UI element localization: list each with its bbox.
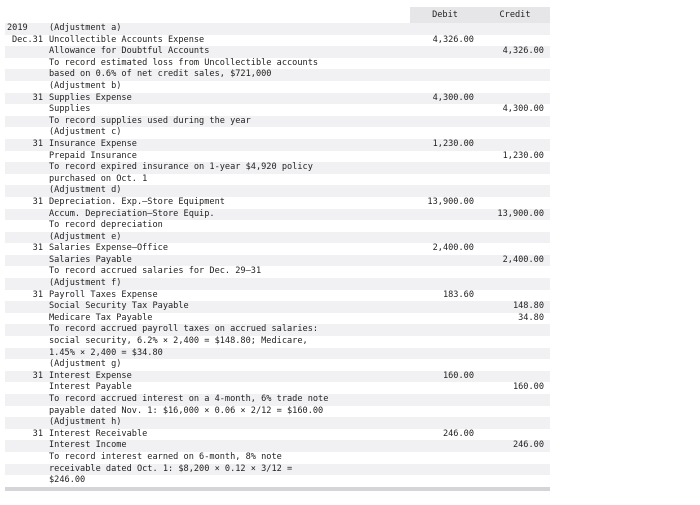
debit-cell [410,336,480,348]
debit-cell [410,394,480,406]
description-cell: To record accrued payroll taxes on accrued salaries: [49,324,410,336]
journal-row [5,406,550,418]
date-cell: Dec.31 [5,35,49,47]
date-cell [5,116,49,128]
journal-row [5,452,550,464]
date-cell [5,394,49,406]
journal-row [5,464,550,476]
journal-row [5,324,550,336]
description-cell: purchased on Oct. 1 [49,174,410,186]
credit-cell [480,429,550,441]
description-cell: Medicare Tax Payable [49,313,410,325]
credit-cell: 4,300.00 [480,104,550,116]
description-cell: based on 0.6% of net credit sales, $721,000 [49,69,410,81]
debit-cell [410,406,480,418]
date-cell: 31 [5,243,49,255]
debit-cell: 246.00 [410,429,480,441]
journal-row [5,440,550,452]
description-cell: (Adjustment b) [49,81,410,93]
debit-cell [410,324,480,336]
credit-cell [480,417,550,429]
credit-cell [480,232,550,244]
journal-row [5,116,550,128]
date-cell [5,69,49,81]
description-cell: Interest Receivable [49,429,410,441]
journal-row [5,255,550,267]
table-bottom-rule [5,487,550,491]
description-cell: 1.45% × 2,400 = $34.80 [49,348,410,360]
journal-row [5,93,550,105]
date-cell [5,475,49,487]
journal-row [5,266,550,278]
debit-cell: 4,300.00 [410,93,480,105]
description-cell: Payroll Taxes Expense [49,290,410,302]
debit-cell [410,464,480,476]
debit-cell [410,209,480,221]
credit-cell [480,243,550,255]
journal-row [5,209,550,221]
journal-row [5,23,550,35]
debit-cell [410,348,480,360]
journal-row [5,58,550,70]
credit-cell [480,452,550,464]
debit-cell [410,104,480,116]
credit-cell [480,348,550,360]
debit-cell: 4,326.00 [410,35,480,47]
journal-row [5,278,550,290]
description-cell: To record expired insurance on 1-year $4,920 policy [49,162,410,174]
debit-cell [410,359,480,371]
debit-cell [410,46,480,58]
journal-row [5,301,550,313]
description-cell: To record supplies used during the year [49,116,410,128]
description-cell: receivable dated Oct. 1: $8,200 × 0.12 × 3/12 = [49,464,410,476]
date-cell [5,336,49,348]
description-cell: To record estimated loss from Uncollectible accounts [49,58,410,70]
credit-cell [480,464,550,476]
credit-cell [480,35,550,47]
debit-cell [410,69,480,81]
description-cell: To record depreciation [49,220,410,232]
journal-row [5,69,550,81]
date-cell: 31 [5,93,49,105]
credit-cell [480,174,550,186]
description-cell: To record accrued salaries for Dec. 29–31 [49,266,410,278]
date-cell [5,440,49,452]
journal-row [5,185,550,197]
header-desc-blank [49,7,410,23]
date-cell [5,151,49,163]
header-row [5,7,550,23]
credit-cell: 34.80 [480,313,550,325]
date-cell: 31 [5,429,49,441]
credit-cell [480,290,550,302]
debit-cell [410,116,480,128]
date-cell [5,348,49,360]
journal-row [5,382,550,394]
credit-cell [480,69,550,81]
credit-cell [480,23,550,35]
description-cell: social security, 6.2% × 2,400 = $148.80; Medicare, [49,336,410,348]
description-cell: (Adjustment a) [49,23,410,35]
date-cell [5,58,49,70]
description-cell: Depreciation. Exp.—Store Equipment [49,197,410,209]
date-cell [5,162,49,174]
date-cell: 31 [5,371,49,383]
description-cell: Allowance for Doubtful Accounts [49,46,410,58]
journal-row [5,336,550,348]
description-cell: (Adjustment e) [49,232,410,244]
date-cell: 31 [5,290,49,302]
credit-cell [480,359,550,371]
description-cell: $246.00 [49,475,410,487]
debit-cell [410,232,480,244]
journal-row [5,151,550,163]
debit-cell [410,151,480,163]
description-cell: Accum. Depreciation—Store Equip. [49,209,410,221]
description-cell: (Adjustment g) [49,359,410,371]
debit-cell: 1,230.00 [410,139,480,151]
credit-cell: 160.00 [480,382,550,394]
header-date-blank [5,7,49,23]
debit-cell [410,174,480,186]
credit-cell [480,116,550,128]
debit-cell [410,475,480,487]
date-cell [5,185,49,197]
credit-cell [480,406,550,418]
description-cell: Salaries Expense—Office [49,243,410,255]
debit-cell: 160.00 [410,371,480,383]
date-cell: 31 [5,197,49,209]
date-cell [5,324,49,336]
debit-cell [410,220,480,232]
description-cell: Interest Payable [49,382,410,394]
date-cell [5,406,49,418]
debit-cell: 13,900.00 [410,197,480,209]
description-cell: payable dated Nov. 1: $16,000 × 0.06 × 2/12 = $160.00 [49,406,410,418]
journal-row [5,429,550,441]
credit-cell [480,475,550,487]
credit-cell [480,336,550,348]
description-cell: Uncollectible Accounts Expense [49,35,410,47]
date-cell: 31 [5,139,49,151]
date-cell [5,220,49,232]
journal-row [5,394,550,406]
date-cell: 2019 [5,23,49,35]
credit-cell [480,162,550,174]
debit-cell [410,81,480,93]
journal-row [5,139,550,151]
description-cell: To record interest earned on 6-month, 8% note [49,452,410,464]
date-cell [5,46,49,58]
journal-row [5,348,550,360]
credit-cell [480,127,550,139]
credit-cell [480,58,550,70]
debit-cell [410,185,480,197]
description-cell: Salaries Payable [49,255,410,267]
debit-cell [410,382,480,394]
journal-row [5,197,550,209]
journal-row [5,243,550,255]
description-cell: Prepaid Insurance [49,151,410,163]
debit-cell [410,127,480,139]
journal-row [5,371,550,383]
date-cell [5,278,49,290]
credit-header: Credit [480,7,550,23]
description-cell: (Adjustment c) [49,127,410,139]
debit-cell [410,278,480,290]
credit-cell: 4,326.00 [480,46,550,58]
credit-cell [480,266,550,278]
journal-row [5,35,550,47]
credit-cell: 1,230.00 [480,151,550,163]
date-cell [5,104,49,116]
credit-cell: 246.00 [480,440,550,452]
date-cell [5,313,49,325]
date-cell [5,452,49,464]
description-cell: Interest Income [49,440,410,452]
journal-row [5,46,550,58]
credit-cell [480,93,550,105]
credit-cell [480,81,550,93]
description-cell: (Adjustment h) [49,417,410,429]
date-cell [5,232,49,244]
description-cell: Supplies Expense [49,93,410,105]
date-cell [5,81,49,93]
date-cell [5,359,49,371]
journal-row [5,290,550,302]
journal-row [5,232,550,244]
journal-row [5,313,550,325]
journal-row [5,81,550,93]
credit-cell [480,197,550,209]
journal-row [5,475,550,487]
debit-cell [410,162,480,174]
debit-cell [410,23,480,35]
credit-cell [480,324,550,336]
debit-cell [410,58,480,70]
debit-cell [410,266,480,278]
journal-row [5,417,550,429]
credit-cell: 148.80 [480,301,550,313]
credit-cell [480,394,550,406]
debit-cell [410,417,480,429]
credit-cell [480,139,550,151]
debit-cell: 2,400.00 [410,243,480,255]
debit-cell [410,255,480,267]
journal-row [5,127,550,139]
date-cell [5,266,49,278]
description-cell: To record accrued interest on a 4-month, 6% trade note [49,394,410,406]
debit-cell [410,452,480,464]
date-cell [5,255,49,267]
journal-row [5,359,550,371]
credit-cell: 13,900.00 [480,209,550,221]
credit-cell [480,220,550,232]
date-cell [5,417,49,429]
journal-table [5,7,550,491]
description-cell: Social Security Tax Payable [49,301,410,313]
credit-cell [480,278,550,290]
journal-body [5,23,550,487]
date-cell [5,464,49,476]
debit-cell [410,313,480,325]
description-cell: Interest Expense [49,371,410,383]
journal-row [5,162,550,174]
credit-cell [480,371,550,383]
credit-cell: 2,400.00 [480,255,550,267]
description-cell: Supplies [49,104,410,116]
date-cell [5,174,49,186]
debit-cell: 183.60 [410,290,480,302]
description-cell: Insurance Expense [49,139,410,151]
date-cell [5,209,49,221]
description-cell: (Adjustment d) [49,185,410,197]
credit-cell [480,185,550,197]
journal-row [5,220,550,232]
date-cell [5,301,49,313]
debit-header: Debit [410,7,480,23]
debit-cell [410,440,480,452]
date-cell [5,382,49,394]
date-cell [5,127,49,139]
journal-row [5,104,550,116]
description-cell: (Adjustment f) [49,278,410,290]
journal-row [5,174,550,186]
debit-cell [410,301,480,313]
